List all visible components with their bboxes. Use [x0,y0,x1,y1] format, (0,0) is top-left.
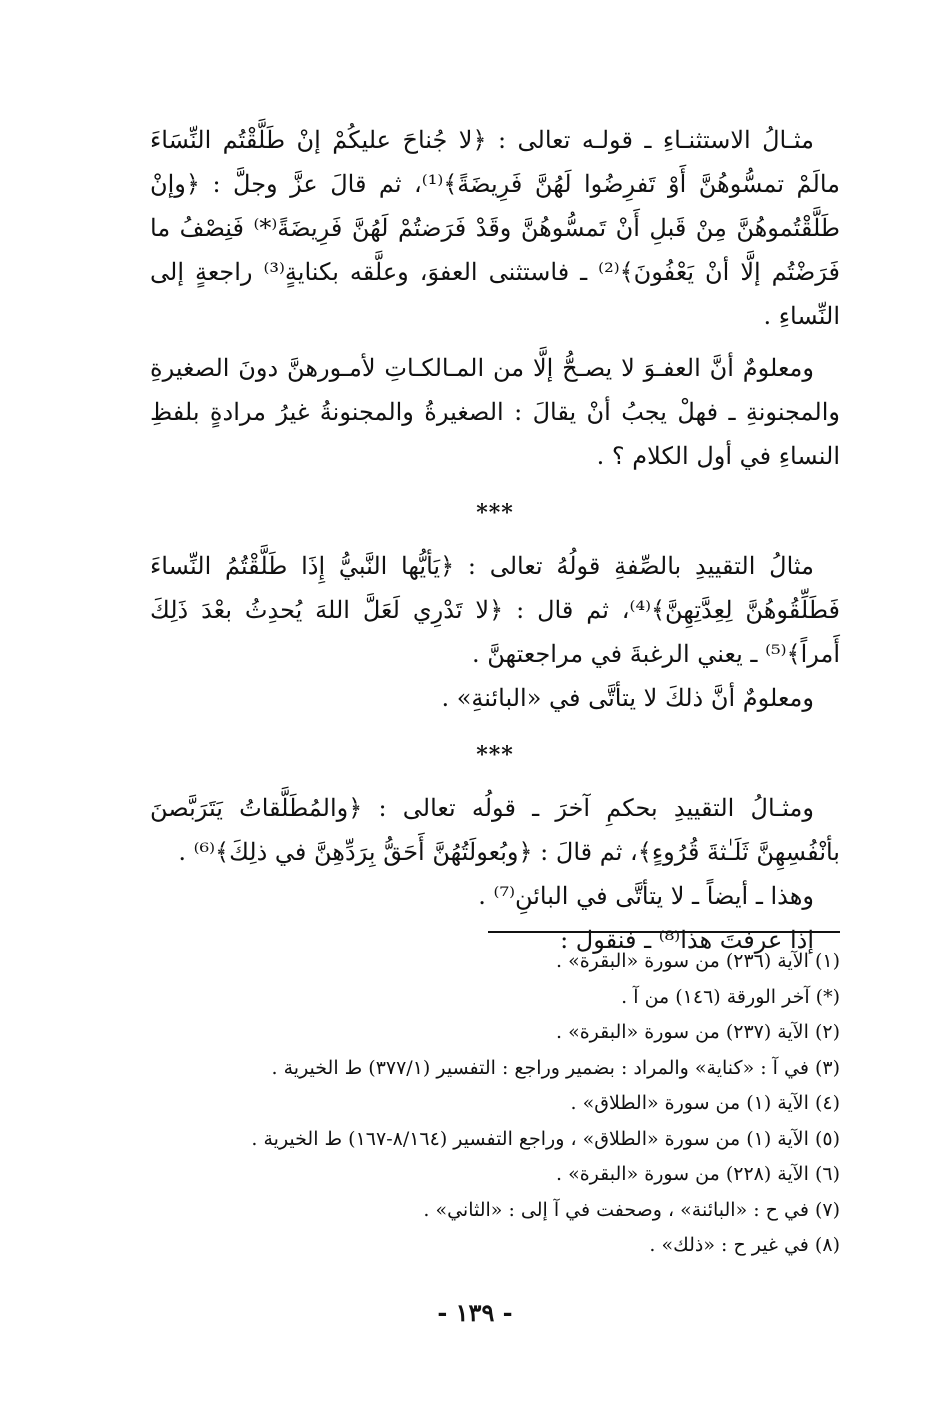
footnote: (٨) في غير ح : «ذلك» . [649,1234,840,1256]
section-separator: *** [476,742,514,768]
footnote: (٢) الآية (٢٣٧) من سورة «البقرة» . [556,1021,840,1043]
paragraph-attribute-example: مثالُ التقييدِ بالصِّفةِ قولُهُ تعالى : ﴿يَأيُّها النَّبيُّ إِذَا طَلَّقْتُمُ النِّساءَ فَطَلِّقُوهُنَّ لِعِدَّتِهِنَّ﴾⁽⁴⁾، ثم قال : ﴿لا تَدْرِي لَعَلَّ اللهَ يُحدِثُ بعْدَ ذَلِكَ أَمراً﴾⁽⁵⁾ ـ يعني الرغبةَ في مراجعتهنَّ . [150,552,841,668]
footnote: (٧) في ح : «البائنة» ، وصحفت في آ إلى : «الثاني» . [423,1198,840,1221]
paragraph-attribute-note: ومعلومٌ أنَّ ذلكَ لا يتأتَّى في «البائنةِ» . [441,684,814,712]
paragraph-exception-question: ومعلومٌ أنَّ العفـوَ لا يصـحُّ إلَّا من المـالكـاتِ لأمـورهنَّ دونَ الصغيرةِ والمجنونةِ ـ فهلْ يجبُ أنْ يقالَ : الصغيرةُ والمجنونةُ غيرُ مرادةٍ بلفظِ النساءِ في أول الكلام ؟ . [150,354,840,470]
page-number: - ١٣٩ - [437,1298,513,1327]
paragraph-conclusion: إذا عرفتَ هذا⁽⁸⁾ ـ فنقول : [560,926,814,954]
footnote-divider [488,931,840,933]
paragraph-ruling-example: ومثـالُ التقييدِ بحكمِ آخرَ ـ قولُه تعالى : ﴿والمُطَلَّقاتُ يَتَرَبَّصنَ بأنْفُسِهِنَّ ثَلَـٰثةَ قُرُوءٍ﴾، ثم قالَ : ﴿وبُعولَتُهُنَّ أَحَقُّ بِرَدِّهِنَّ في ذلِكَ﴾⁽⁶⁾ . [150,794,840,866]
footnote: (٣) في آ : «كناية» والمراد : بضمير وراجع : التفسير (٣٧٧/١) ط الخيرية . [271,1056,840,1079]
paragraph-exception-example: مثـالُ الاستثنـاءِ ـ قولـه تعالى : ﴿لا جُناحَ عليكُمْ إنْ طَلَّقْتُم النِّسَاءَ مالَمْ تمسُّوهُنَّ أَوْ تَفرِضُوا لَهُنَّ فَرِيضَةً﴾⁽¹⁾، ثم قالَ عزَّ وجلَّ : ﴿وإنْ طَلَّقْتُموهُنَّ مِنْ قَبلِ أَنْ تَمسُّوهُنَّ وقَدْ فَرَضتُمْ لَهُنَّ فَرِيضَةً⁽*⁾ فَنِصْفُ ما فَرَضْتُم إلَّا أنْ يَعْفُونَ﴾⁽²⁾ ـ فاستثنى العفوَ، وعلَّقه بكنايةٍ⁽³⁾ راجعةٍ إلى النِّساءِ . [150,126,841,330]
paragraph-ruling-note: وهذا ـ أيضاً ـ لا يتأتَّى في البائنِ⁽⁷⁾ . [478,882,814,910]
main-text [150,118,840,962]
footnote: (٦) الآية (٢٢٨) من سورة «البقرة» . [556,1163,840,1185]
footnotes [150,944,840,1264]
footnote: (٤) الآية (١) من سورة «الطلاق» . [570,1092,840,1114]
footnote: (٥) الآية (١) من سورة «الطلاق» ، وراجع التفسير (٨/١٦٤-١٦٧) ط الخيرية . [251,1127,840,1150]
footnote: (*) آخر الورقة (١٤٦) من آ . [621,985,840,1008]
footnote: (١) الآية (٢٣٦) من سورة «البقرة» . [556,950,840,972]
section-separator: *** [476,500,514,526]
